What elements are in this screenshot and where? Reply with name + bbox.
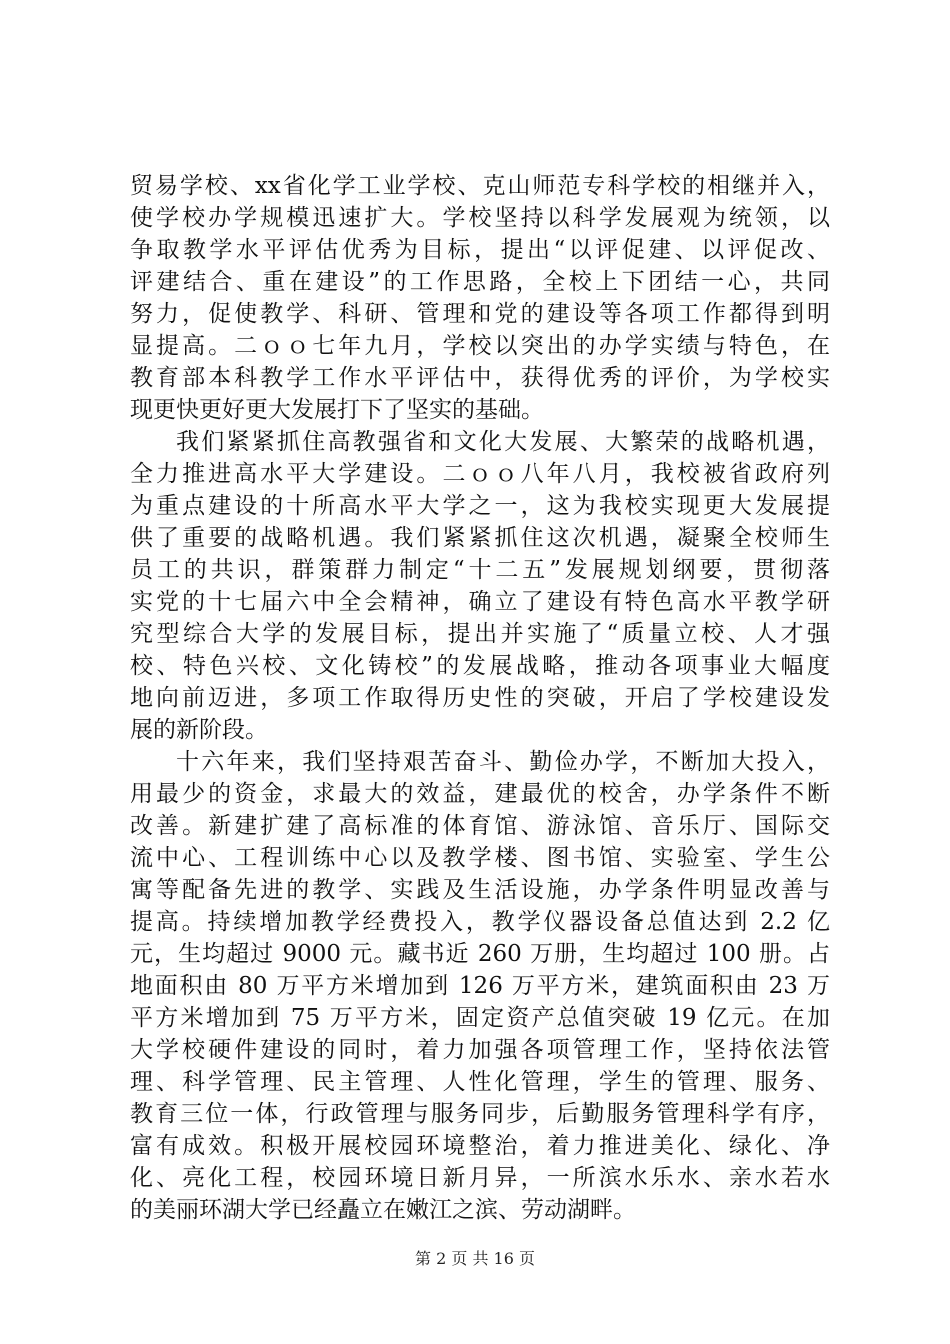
document-body [130,170,830,1226]
text-line: 大学校硬件建设的同时，着力加强各项管理工作，坚持依法管 [130,1037,830,1063]
text-line: 寓等配备先进的教学、实践及生活设施，办学条件明显改善与 [130,877,830,903]
text-line: 平方米增加到 75 万平方米，固定资产总值突破 19 亿元。在加 [130,1005,830,1031]
text-line: 流中心、工程训练中心以及教学楼、图书馆、实验室、学生公 [130,845,830,871]
text-line: 提高。持续增加教学经费投入，教学仪器设备总值达到 2.2 亿 [130,909,830,935]
text-line: 贸易学校、xx省化学工业学校、克山师范专科学校的相继并入， [130,173,830,199]
text-line: 地向前迈进，多项工作取得历史性的突破，开启了学校建设发 [130,685,830,711]
paragraph [130,746,830,1226]
paragraph [130,426,830,746]
text-line: 供了重要的战略机遇。我们紧紧抓住这次机遇，凝聚全校师生 [130,525,830,551]
text-line: 元，生均超过 9000 元。藏书近 260 万册，生均超过 100 册。占 [130,941,830,967]
text-line: 地面积由 80 万平方米增加到 126 万平方米，建筑面积由 23 万 [130,973,830,999]
text-line: 显提高。二ｏｏ七年九月，学校以突出的办学实绩与特色，在 [130,333,830,359]
text-line: 为重点建设的十所高水平大学之一，这为我校实现更大发展提 [130,493,830,519]
text-line: 我们紧紧抓住高教强省和文化大发展、大繁荣的战略机遇， [176,429,830,455]
text-line: 化、亮化工程，校园环境日新月异，一所滨水乐水、亲水若水 [130,1165,830,1191]
text-line: 用最少的资金，求最大的效益，建最优的校舍，办学条件不断 [130,781,830,807]
text-line: 全力推进高水平大学建设。二ｏｏ八年八月，我校被省政府列 [130,461,830,487]
page-footer: 第 2 页 共 16 页 [415,1249,535,1268]
text-line: 员工的共识，群策群力制定“十二五”发展规划纲要，贯彻落 [130,557,830,583]
paragraph [130,170,830,426]
text-line: 努力，促使教学、科研、管理和党的建设等各项工作都得到明 [130,301,830,327]
text-line: 的美丽环湖大学已经矗立在嫩江之滨、劳动湖畔。 [130,1197,636,1223]
text-line: 现更快更好更大发展打下了坚实的基础。 [130,397,544,423]
text-line: 使学校办学规模迅速扩大。学校坚持以科学发展观为统领，以 [130,205,830,231]
text-line: 实党的十七届六中全会精神，确立了建设有特色高水平教学研 [130,589,830,615]
text-line: 十六年来，我们坚持艰苦奋斗、勤俭办学，不断加大投入， [176,749,830,775]
text-line: 富有成效。积极开展校园环境整治，着力推进美化、绿化、净 [130,1133,830,1159]
text-line: 理、科学管理、民主管理、人性化管理，学生的管理、服务、 [130,1069,830,1095]
text-line: 展的新阶段。 [130,717,268,743]
text-line: 改善。新建扩建了高标准的体育馆、游泳馆、音乐厅、国际交 [130,813,830,839]
text-line: 教育三位一体，行政管理与服务同步，后勤服务管理科学有序， [130,1101,830,1127]
text-line: 校、特色兴校、文化铸校”的发展战略，推动各项事业大幅度 [130,653,830,679]
text-line: 究型综合大学的发展目标，提出并实施了“质量立校、人才强 [130,621,830,647]
text-line: 评建结合、重在建设”的工作思路，全校上下团结一心，共同 [130,269,830,295]
text-line: 争取教学水平评估优秀为目标，提出“以评促建、以评促改、 [130,237,830,263]
text-line: 教育部本科教学工作水平评估中，获得优秀的评价，为学校实 [130,365,830,391]
